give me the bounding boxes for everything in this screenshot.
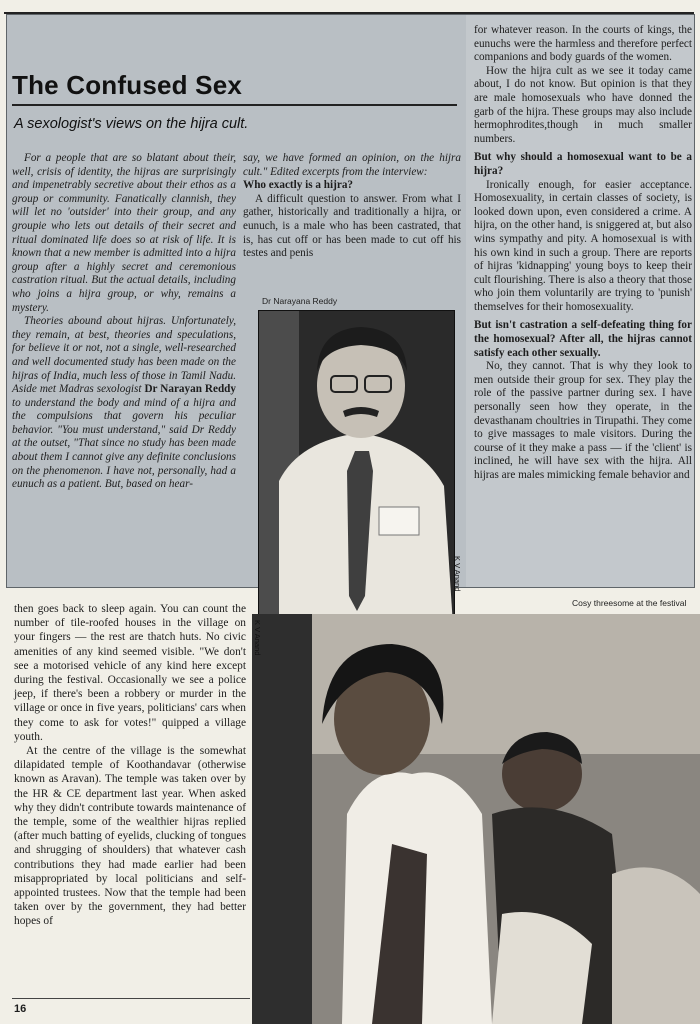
sexologist-name: Dr Narayan Reddy <box>144 383 236 396</box>
photo-credit: K V Anand <box>453 556 462 592</box>
paragraph: How the hijra cult as we see it today came about, I do not know. But opinion is that they are male homosexuals who have donned the garb of the hijra. These groups may also include hermophrodites,though in much smaller numbers. <box>474 64 692 145</box>
paragraph: A difficult question to answer. From what I gather, historically and traditionally a hijra, or eunuch, is a male who has been castrated, that is, has cut off or has been made to cut off his testes and penis <box>243 192 461 260</box>
paragraph: No, they cannot. That is why they look to men outside their group for sex. They play the role of the passive partner during sex. I have personally seen how they operate, in the devasthanam choultries in Tirupathi. They come to give massages to male visitors. During the course of it they make a pass — if the 'client' is inclined, he will have sex with the hijra. All hijras are males mimicking female behavior and <box>474 360 692 481</box>
portrait-photo-image <box>259 311 454 641</box>
festival-photo <box>252 614 700 1024</box>
interview-question: Who exactly is a hijra? <box>243 179 354 192</box>
paragraph: Ironically enough, for easier acceptance. Homosexuality, in certain classes of society, is looked down upon, even considered a crime. A hijra, on the other hand, is sniggered at, but also wins sympathy and pity. A homosexual is with his own kind in such a group. There are reports of hijras 'kidnapping' young boys to keep their cult flourishing. There is also a theory that those who join them voluntarily are trying to 'punish' themselves for their homosexuality. <box>474 178 692 313</box>
portrait-photo <box>258 310 455 642</box>
paragraph: For a people that are so blatant about their, well, crisis of identity, the hijras are surprisingly and impenetrably secretive about their ethos as a group or community. Fanatically clannish, they will let no 'outsider' into their group, and any groupie who lets out details of their secret and ritual dominated life does so at risk of life. It is known that a new member is admitted into a hijra group after a highly secret and ceremonious castration ritual. But the actual details, including who joins a hijra group, or why, remains a mystery. <box>12 152 236 314</box>
paragraph: then goes back to sleep again. You can count the number of tile-roofed houses in the village on your fingers — the rest are thatch huts. No civic amenities of any kind seemed visible. "We don't see a motorised vehicle of any kind here except during the festival. Occasionally we see a police jeep, if there's been a robbery or murder in the village or once in five years, politicians' cars when they come to ask for votes!" quipped a village youth. <box>14 603 246 743</box>
paragraph: At the centre of the village is the somewhat dilapidated temple of Koothandavar (otherwise known as Aravan). The temple was taken over by the HR & CE department last year. When asked why they didn't contribute towards maintenance of the temple, some of the wealthier hijras replied (after much batting of eyelids, clucking of tongues and shrugging of shoulders) that whatever cash contributions they had made earlier had been misappropriated by local politicians and self-appointed trustees. Now that the temple had been taken over by the government, they had better hopes of <box>14 745 246 928</box>
headline-rule <box>12 104 457 106</box>
text-run: Theories abound about hijras. Unfortunately, they remain, at best, theories and speculations, for believe it or not, not a single, well-researched and well documented study has been made on the hijras of India, much less of those in Tamil Nadu. Aside met Madras sexologist <box>12 315 236 396</box>
photo-caption: Dr Narayana Reddy <box>262 296 338 306</box>
paragraph: say, we have formed an opinion, on the hijra cult." Edited excerpts from the interview: <box>243 152 461 178</box>
paragraph: for whatever reason. In the courts of kings, the eunuchs were the harmless and therefore perfect companions and body guards of the women. <box>474 24 692 64</box>
bottom-rule <box>12 998 250 999</box>
column-4 <box>14 602 246 929</box>
interview-question: But why should a homosexual want to be a hijra? <box>474 151 692 177</box>
photo-credit: K V Anand <box>253 620 262 656</box>
column-1 <box>12 152 236 492</box>
interview-question: But isn't castration a self-defeating thing for the homosexual? After all, the hijras cannot satisfy each other sexually. <box>474 319 692 359</box>
paragraph <box>12 315 236 492</box>
column-3 <box>474 24 692 483</box>
page-number: 16 <box>14 1003 27 1015</box>
headline: The Confused Sex <box>12 70 243 100</box>
photo-caption: Cosy threesome at the festival <box>572 598 687 608</box>
text-run: to understand the body and mind of a hijra and the compulsions that govern his peculiar behavior. "You must understand," said Dr Reddy at the outset, "That since no study has been made about them I cannot give any definite conclusions on the phenomenon. I have not, personally, had a eunuch as a patient. But, based on hear- <box>12 396 236 491</box>
column-2 <box>243 152 461 261</box>
festival-photo-image <box>252 614 700 1024</box>
deck: A sexologist's views on the hijra cult. <box>14 116 249 132</box>
